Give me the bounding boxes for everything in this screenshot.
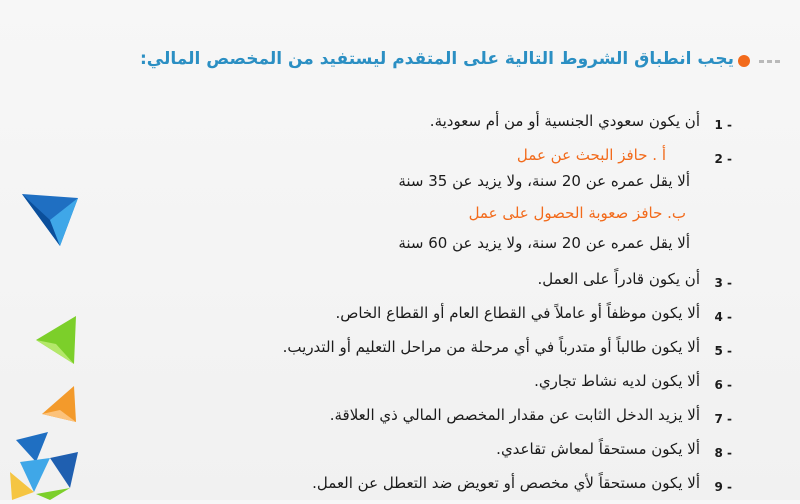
list-item	[130, 368, 730, 402]
item-text: ألا يزيد الدخل الثابت عن مقدار المخصص المالي ذي العلاقة.	[329, 406, 700, 424]
item-number: 4 -	[714, 310, 732, 324]
list-item	[130, 108, 730, 142]
page-heading: يجب انطباق الشروط التالية على المتقدم ليستفيد من المخصص المالي:	[139, 49, 734, 69]
list-item	[130, 266, 730, 300]
item-text: ألا يكون لديه نشاط تجاري.	[534, 372, 700, 390]
orange-dot-icon	[738, 55, 750, 67]
green-triangle-decoration	[34, 314, 80, 366]
sub-item-b-text: ألا يقل عمره عن 20 سنة، ولا يزيد عن 60 سنة	[398, 234, 690, 252]
orange-triangle-decoration	[40, 384, 80, 424]
item-number: 8 -	[714, 446, 732, 460]
item-number: 1 -	[714, 118, 732, 132]
item-number: 6 -	[714, 378, 732, 392]
item-text: ألا يكون موظفاً أو عاملاً في القطاع العام أو القطاع الخاص.	[335, 304, 700, 322]
list-item	[130, 142, 730, 172]
dash-decoration	[775, 60, 780, 63]
item-number: 9 -	[714, 480, 732, 494]
item-text: أن يكون قادراً على العمل.	[537, 270, 700, 288]
sub-item-b-title: ب. حافز صعوبة الحصول على عمل	[468, 204, 686, 222]
conditions-list	[130, 108, 730, 504]
item-text: أن يكون سعودي الجنسية أو من أم سعودية.	[429, 112, 700, 130]
item-number: 2 -	[714, 152, 732, 166]
item-number: 5 -	[714, 344, 732, 358]
item-text: ألا يكون مستحقاً لمعاش تقاعدي.	[496, 440, 700, 458]
list-item	[130, 470, 730, 504]
dash-decoration	[759, 60, 764, 63]
item-text: ألا يكون طالباً أو متدرباً في أي مرحلة من مراحل التعليم أو التدريب.	[282, 338, 700, 356]
blue-triangle-decoration	[20, 190, 80, 250]
list-item	[130, 402, 730, 436]
list-item	[130, 300, 730, 334]
item-text: ألا يكون مستحقاً لأي مخصص أو تعويض ضد التعطل عن العمل.	[312, 474, 700, 492]
list-item	[130, 334, 730, 368]
sub-item-a-text: ألا يقل عمره عن 20 سنة، ولا يزيد عن 35 سنة	[398, 172, 690, 190]
item-number: 7 -	[714, 412, 732, 426]
dash-decoration	[767, 60, 772, 63]
heading-bullet-marker	[738, 52, 778, 70]
item-number: 3 -	[714, 276, 732, 290]
sub-item-a-title: أ . حافز البحث عن عمل	[516, 146, 666, 164]
list-item	[130, 436, 730, 470]
multicolor-triangles-decoration	[10, 432, 80, 500]
